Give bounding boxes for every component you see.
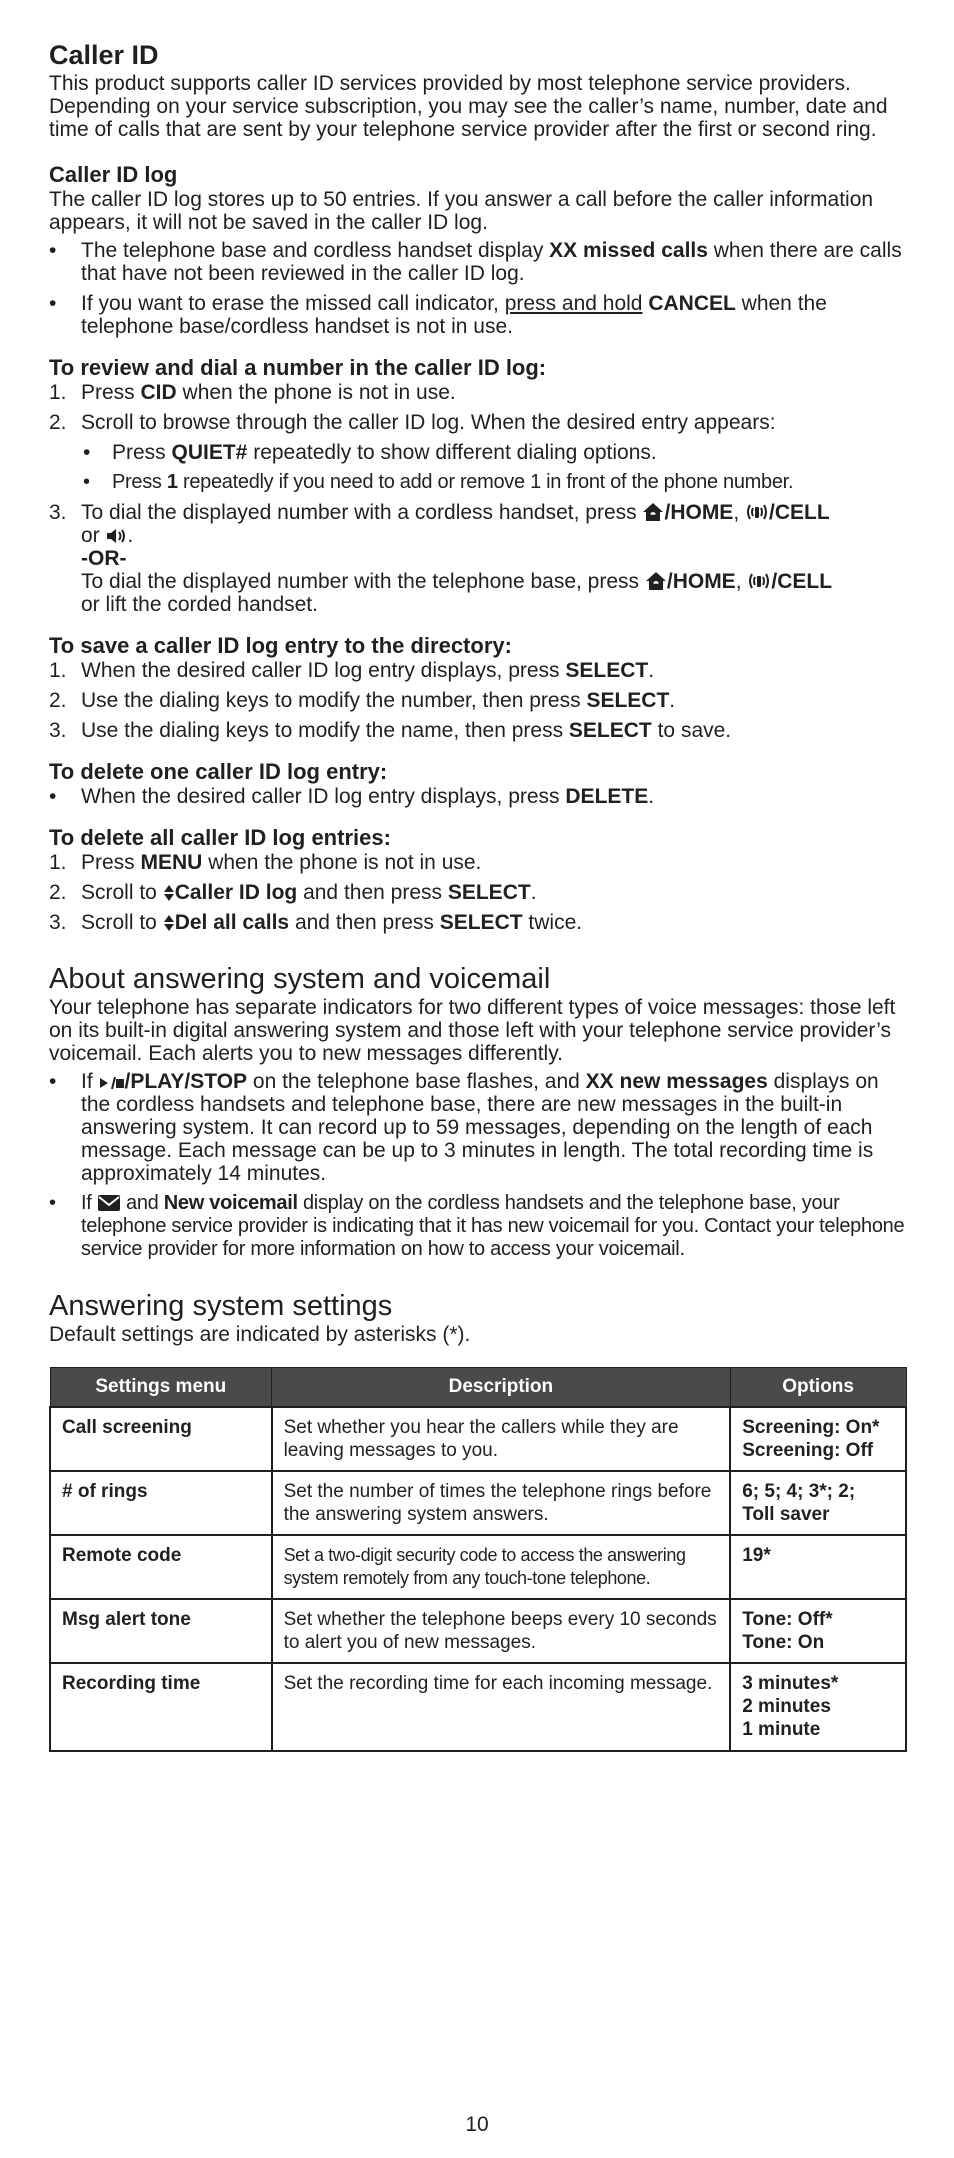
setting-options-cell: 19* — [730, 1535, 906, 1599]
cell-icon — [747, 571, 771, 591]
missed-calls-bullet: • The telephone base and cordless handset display XX missed calls when there are calls that have not been reviewed in the caller ID log. — [49, 239, 907, 285]
save-step-2: 2. Use the dialing keys to modify the number, then press SELECT. — [49, 689, 676, 712]
manual-page — [49, 38, 907, 1752]
table-header-row — [50, 1368, 906, 1408]
table-row — [50, 1407, 906, 1471]
envelope-icon — [97, 1194, 121, 1212]
header-settings-menu: Settings menu — [50, 1368, 272, 1408]
setting-description-cell: Set whether you hear the callers while they are leaving messages to you. — [272, 1407, 731, 1471]
settings-title: Answering system settings — [49, 1290, 393, 1322]
up-down-arrow-icon — [163, 884, 175, 902]
save-steps — [49, 659, 907, 742]
caller-id-log-bullets — [49, 239, 907, 338]
header-options: Options — [730, 1368, 906, 1408]
setting-options-cell: 3 minutes* 2 minutes 1 minute — [730, 1663, 906, 1751]
delete-one-title: To delete one caller ID log entry: — [49, 759, 388, 784]
save-step-1: 1. When the desired caller ID log entry displays, press SELECT. — [49, 659, 655, 682]
save-step-3: 3. Use the dialing keys to modify the name, then press SELECT to save. — [49, 719, 732, 742]
table-row — [50, 1663, 906, 1751]
play-stop-icon — [99, 1075, 125, 1091]
cell-icon — [745, 502, 769, 522]
setting-description-cell: Set whether the telephone beeps every 10 seconds to alert you of new messages. — [272, 1599, 731, 1663]
delete-one-bullet: • When the desired caller ID log entry displays, press DELETE. — [49, 785, 907, 808]
delete-all-steps — [49, 851, 907, 934]
caller-id-log-title: Caller ID log — [49, 162, 178, 187]
or-separator: -OR- — [81, 547, 127, 570]
speaker-icon — [106, 527, 128, 545]
setting-description-cell: Set the number of times the telephone rings before the answering system answers. — [272, 1471, 731, 1535]
caller-id-log-intro: The caller ID log stores up to 50 entries. If you answer a call before the caller information appears, it will not be saved in the caller ID log. — [49, 188, 874, 234]
page-number: 10 — [465, 2113, 489, 2136]
review-step-2: 2. Scroll to browse through the caller ID log. When the desired entry appears: — [49, 411, 776, 434]
setting-description-cell: Set a two-digit security code to access the answering system remotely from any touch-tone telephone. — [272, 1535, 731, 1599]
save-title: To save a caller ID log entry to the directory: — [49, 633, 512, 658]
erase-indicator-bullet: • If you want to erase the missed call indicator, press and hold CANCEL when the telephone base/cordless handset is not in use. — [49, 292, 907, 338]
table-row — [50, 1535, 906, 1599]
setting-options-cell: Screening: On* Screening: Off — [730, 1407, 906, 1471]
review-step-1: 1. Press CID when the phone is not in use. — [49, 381, 456, 404]
settings-note: Default settings are indicated by asterisks (*). — [49, 1323, 471, 1346]
setting-options-cell: 6; 5; 4; 3*; 2; Toll saver — [730, 1471, 906, 1535]
caller-id-intro: This product supports caller ID services provided by most telephone service providers. Depending on your service subscription, you may see the caller’s name, number, date and time of calls that are sent by your telephone service provider after the first or second ring. — [49, 72, 888, 141]
setting-menu-cell: Recording time — [50, 1663, 272, 1751]
setting-description-cell: Set the recording time for each incoming message. — [272, 1663, 731, 1751]
delete-all-step-2: 2. Scroll to Caller ID log and then press SELECT. — [49, 881, 537, 904]
play-stop-bullet: • If /PLAY/STOP on the telephone base flashes, and XX new messages displays on the cordless handsets and telephone base, there are new messages in the built-in answering system. It can record up to 59 messages, depending on the length of each message. Each message can be up to 3 minutes in length. The total recording time is approximately 14 minutes. — [49, 1070, 907, 1185]
review-sub-quiet: • Press QUIET# repeatedly to show different dialing options. — [49, 441, 907, 464]
setting-options-cell: Tone: Off* Tone: On — [730, 1599, 906, 1663]
header-description: Description — [272, 1368, 731, 1408]
delete-all-step-3: 3. Scroll to Del all calls and then press SELECT twice. — [49, 911, 583, 934]
settings-table — [49, 1367, 907, 1752]
setting-menu-cell: Remote code — [50, 1535, 272, 1599]
setting-menu-cell: # of rings — [50, 1471, 272, 1535]
home-icon — [645, 571, 667, 591]
about-intro: Your telephone has separate indicators for two different types of voice messages: those left on its built-in digital answering system and those left with your telephone service provider’s voicemail. Each alerts you to new messages differently. — [49, 996, 896, 1065]
delete-one-list — [49, 785, 907, 808]
delete-all-step-1: 1. Press MENU when the phone is not in use. — [49, 851, 482, 874]
about-bullets — [49, 1070, 907, 1261]
review-sub-one: • Press 1 repeatedly if you need to add or remove 1 in front of the phone number. — [49, 471, 907, 494]
table-row — [50, 1471, 906, 1535]
up-down-arrow-icon — [163, 914, 175, 932]
setting-menu-cell: Call screening — [50, 1407, 272, 1471]
setting-menu-cell: Msg alert tone — [50, 1599, 272, 1663]
review-title: To review and dial a number in the caller ID log: — [49, 355, 547, 380]
home-icon — [642, 502, 664, 522]
delete-all-title: To delete all caller ID log entries: — [49, 825, 391, 850]
caller-id-title: Caller ID — [49, 40, 159, 70]
table-row — [50, 1599, 906, 1663]
review-steps — [49, 381, 907, 616]
voicemail-bullet: • If and New voicemail display on the cordless handsets and the telephone base, your telephone service provider is indicating that it has new voicemail for you. Contact your telephone service provider for more information on how to access your voicemail. — [49, 1192, 907, 1261]
review-step-3: 3. To dial the displayed number with a cordless handset, press /HOME, /CELL or . -OR- To dial the displayed number with the telephone base, press /HOME, /CELL or lift the corded handset. — [49, 501, 833, 616]
about-title: About answering system and voicemail — [49, 963, 551, 995]
